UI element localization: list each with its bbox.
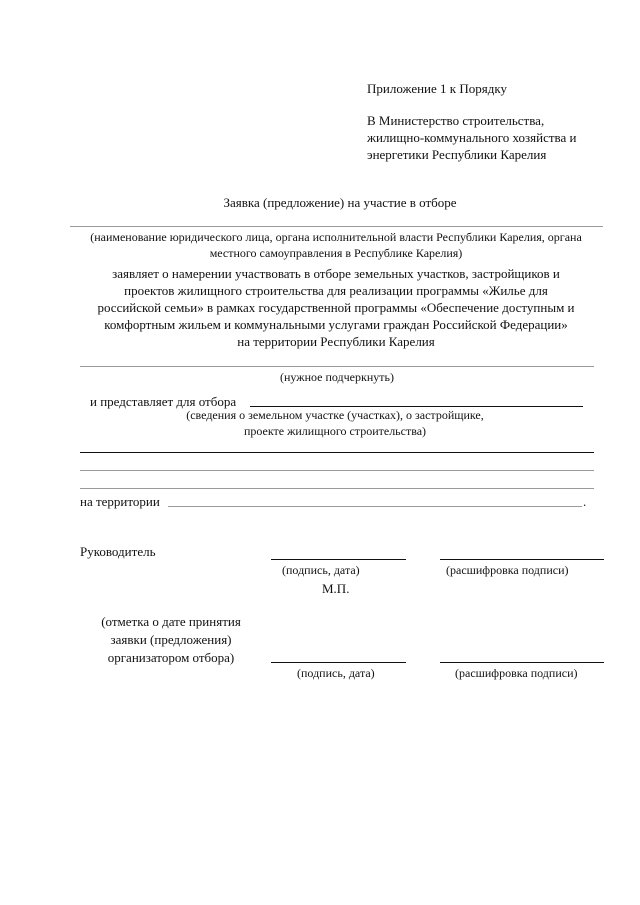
page-title: Заявка (предложение) на участие в отборе <box>223 195 457 210</box>
presents-label: и представляет для отбора <box>90 394 237 409</box>
acceptance-label-line: организатором отбора) <box>107 650 235 665</box>
details-line-3[interactable] <box>80 488 594 489</box>
statement-line: заявляет о намерении участвовать в отборе земельных участков, застройщиков и <box>112 266 560 281</box>
underline-note: (нужное подчеркнуть) <box>280 370 394 384</box>
statement-line: российской семьи» в рамках государственной программы «Обеспечение доступным и <box>97 300 575 315</box>
addressee-line: жилищно-коммунального хозяйства и <box>367 130 577 145</box>
acceptance-label-line: заявки (предложения) <box>110 632 232 647</box>
statement-line: на территории Республики Карелия <box>237 334 435 349</box>
appendix-title: Приложение 1 к Порядку <box>367 81 507 96</box>
addressee <box>367 112 577 163</box>
applicant-caption <box>62 229 610 261</box>
acceptance-label <box>82 613 260 667</box>
head-signature-caption: (подпись, дата) <box>282 563 360 577</box>
details-line-2[interactable] <box>80 470 594 471</box>
statement-line: проектов жилищного строительства для реализации программы «Жилье для <box>124 283 548 298</box>
details-line-1[interactable] <box>80 452 594 453</box>
territory-line[interactable] <box>168 506 582 507</box>
head-decoding-line[interactable] <box>440 559 604 560</box>
applicant-caption-line: (наименование юридического лица, органа исполнительной власти Республики Карелия, органа <box>90 230 582 244</box>
acceptance-decoding-caption: (расшифровка подписи) <box>455 666 578 680</box>
seal-mark: М.П. <box>322 581 350 596</box>
applicant-caption-line: местного самоуправления в Республике Карелия) <box>209 246 463 260</box>
statement-line: комфортным жильем и коммунальными услугами граждан Российской Федерации» <box>104 317 568 332</box>
acceptance-signature-line[interactable] <box>271 662 406 663</box>
addressee-line: В Министерство строительства, <box>367 113 545 128</box>
head-decoding-caption: (расшифровка подписи) <box>446 563 569 577</box>
acceptance-signature-caption: (подпись, дата) <box>297 666 375 680</box>
head-signature-line[interactable] <box>271 559 406 560</box>
territory-label: на территории <box>80 494 160 509</box>
acceptance-decoding-line[interactable] <box>440 662 604 663</box>
head-label: Руководитель <box>80 544 156 559</box>
presents-caption-line: (сведения о земельном участке (участках), о застройщике, <box>186 408 484 422</box>
choice-line[interactable] <box>80 366 594 367</box>
presents-caption-line: проекте жилищного строительства) <box>243 424 427 438</box>
territory-end: . <box>583 494 587 509</box>
addressee-line: энергетики Республики Карелия <box>367 147 547 162</box>
acceptance-label-line: (отметка о дате принятия <box>101 614 241 629</box>
statement <box>62 265 610 350</box>
applicant-name-line[interactable] <box>70 226 603 227</box>
presents-caption <box>160 407 510 439</box>
